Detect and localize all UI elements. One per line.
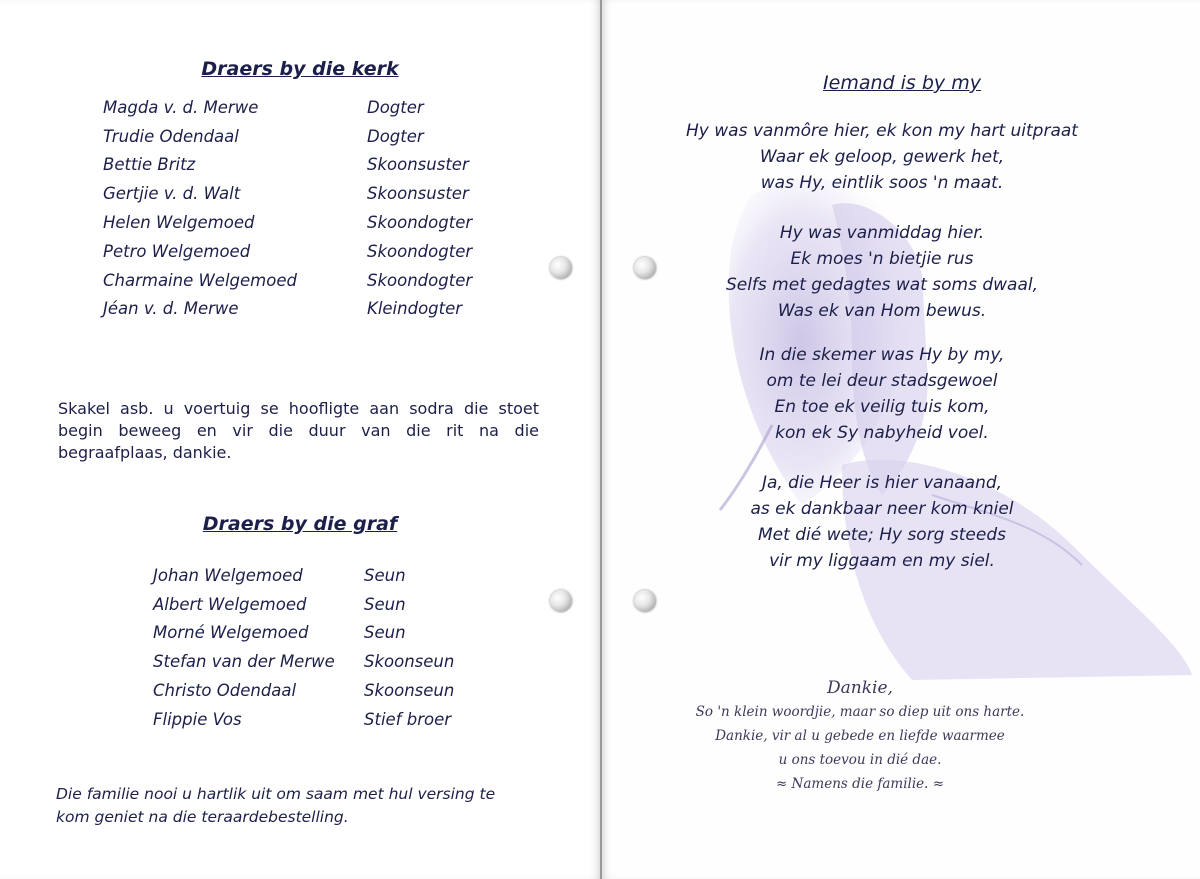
list-item — [153, 619, 454, 648]
headlights-notice: Skakel asb. u voertuig se hoofligte aan sodra die stoet begin beweeg en vir die duur van die rit na die begraafplaas, dankie. — [58, 399, 539, 462]
bearer-name: Bettie Britz — [103, 155, 196, 175]
bearer-name: Gertjie v. d. Walt — [103, 184, 241, 204]
punch-hole-right-bottom — [634, 590, 656, 612]
thank-you-note — [650, 676, 1070, 796]
bearer-name: Morné Welgemoed — [153, 623, 309, 643]
list-item — [153, 647, 454, 676]
list-item — [153, 676, 454, 705]
bearer-relation: Skoondogter — [367, 213, 473, 233]
bearer-relation: Kleindogter — [367, 299, 463, 319]
bearer-name: Albert Welgemoed — [153, 594, 307, 614]
bearer-relation: Skoonsuster — [367, 155, 469, 175]
punch-hole-left-bottom — [550, 590, 572, 612]
bearer-name: Jéan v. d. Merwe — [103, 299, 239, 319]
thank-you-line: Dankie, vir al u gebede en liefde waarmee — [715, 728, 1005, 744]
poem-title: Iemand is by my — [823, 72, 981, 94]
poem-line: Waar ek geloop, gewerk het, — [759, 147, 1005, 167]
poem-line: Met dié wete; Hy sorg steeds — [758, 525, 1006, 545]
bearer-relation: Skoondogter — [367, 270, 473, 290]
bearer-name: Stefan van der Merwe — [153, 652, 335, 672]
poem-line: En toe ek veilig tuis kom, — [774, 397, 990, 417]
poem-stanza-4 — [602, 470, 1162, 574]
bearer-name: Johan Welgemoed — [153, 565, 303, 585]
poem-stanza-3 — [602, 342, 1162, 446]
list-item — [103, 237, 472, 266]
poem-line: Was ek van Hom bewus. — [777, 301, 987, 321]
thank-you-line: u ons toevou in dié dae. — [778, 752, 942, 768]
poem-line: Ja, die Heer is hier vanaand, — [761, 473, 1003, 493]
list-item — [153, 590, 454, 619]
list-item — [103, 93, 472, 122]
poem-line: was Hy, eintlik soos 'n maat. — [760, 173, 1004, 193]
list-item — [103, 151, 472, 180]
poem-stanza-2 — [602, 220, 1162, 324]
poem-line: kon ek Sy nabyheid voel. — [775, 423, 989, 443]
poem-line: om te lei deur stadsgewoel — [766, 371, 998, 391]
thank-you-title: Dankie, — [827, 678, 893, 698]
poem-line: Ek moes 'n bietjie rus — [790, 249, 974, 269]
family-signature: ≈ Namens die familie. ≈ — [775, 776, 945, 792]
bearer-relation: Stief broer — [364, 709, 452, 729]
poem-line: In die skemer was Hy by my, — [759, 345, 1005, 365]
refreshments-invitation: Die familie nooi u hartlik uit om saam met hul versing te kom geniet na die teraardebestelling. — [56, 785, 496, 826]
bearer-relation: Dogter — [367, 126, 424, 146]
list-item — [103, 208, 472, 237]
list-item — [103, 295, 472, 324]
bearer-relation: Skoonseun — [364, 652, 455, 672]
bearer-name: Christo Odendaal — [153, 681, 297, 701]
bearer-relation: Skoonsuster — [367, 184, 469, 204]
punch-hole-left-top — [550, 257, 572, 279]
poem-line: vir my liggaam en my siel. — [769, 551, 995, 571]
bearer-name: Petro Welgemoed — [103, 241, 251, 261]
bearer-name: Flippie Vos — [153, 709, 242, 729]
bearer-name: Trudie Odendaal — [103, 126, 239, 146]
poem-line: Hy was vanmôre hier, ek kon my hart uitpraat — [686, 121, 1078, 141]
thank-you-line: So 'n klein woordjie, maar so diep uit ons harte. — [695, 704, 1025, 720]
bearer-relation: Skoonseun — [364, 681, 455, 701]
poem-line: Hy was vanmiddag hier. — [779, 223, 985, 243]
bearer-relation: Seun — [364, 594, 406, 614]
bearer-name: Helen Welgemoed — [103, 213, 255, 233]
bearer-relation: Seun — [364, 565, 406, 585]
poem-line: Selfs met gedagtes wat soms dwaal, — [725, 275, 1039, 295]
list-item — [153, 561, 454, 590]
bearer-relation: Seun — [364, 623, 406, 643]
bearer-relation: Dogter — [367, 97, 424, 117]
church-bearers-list — [103, 93, 472, 323]
church-bearers-heading: Draers by die kerk — [201, 58, 399, 80]
grave-bearers-heading: Draers by die graf — [202, 513, 398, 535]
poem-line: as ek dankbaar neer kom kniel — [750, 499, 1014, 519]
poem-stanza-1 — [602, 118, 1162, 196]
bearer-relation: Skoondogter — [367, 241, 473, 261]
bearer-name: Charmaine Welgemoed — [103, 270, 297, 290]
list-item — [103, 266, 472, 295]
bearer-name: Magda v. d. Merwe — [103, 97, 259, 117]
list-item — [103, 179, 472, 208]
list-item — [153, 705, 454, 734]
list-item — [103, 122, 472, 151]
grave-bearers-list — [153, 561, 454, 734]
